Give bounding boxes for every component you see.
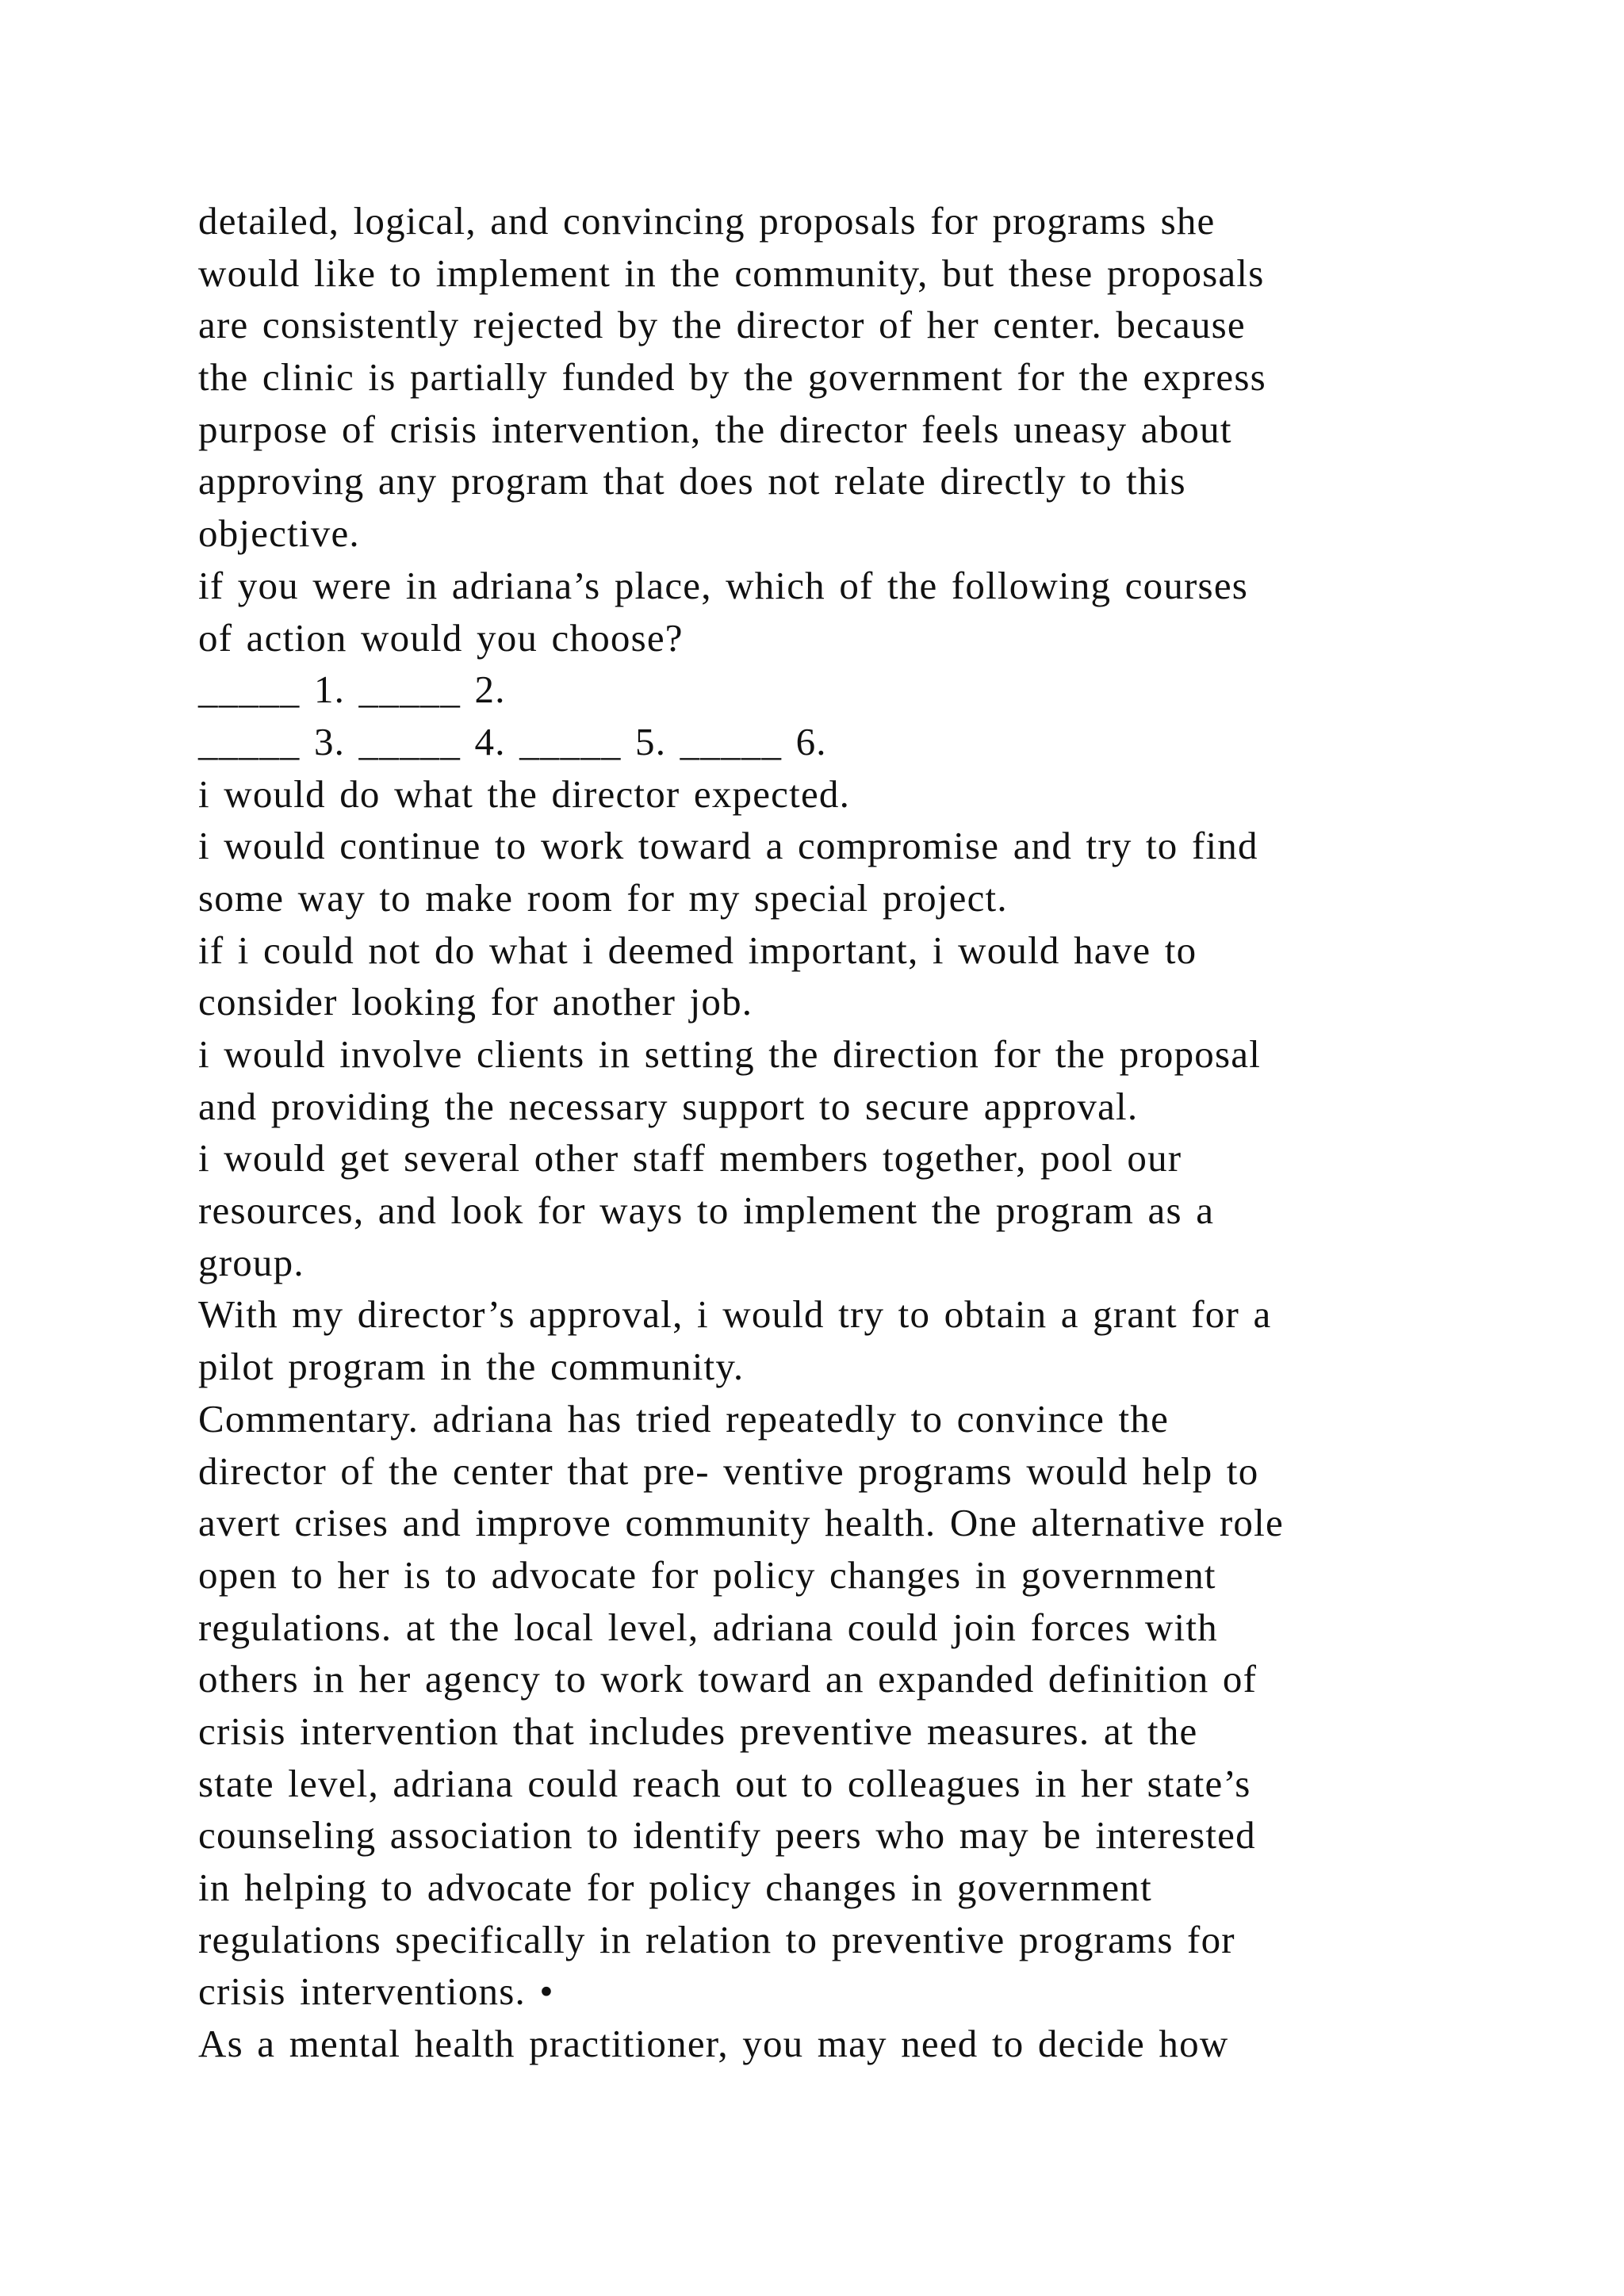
text-line: detailed, logical, and convincing proposals for programs she	[198, 199, 1216, 243]
option-text-line: consider looking for another job.	[198, 980, 753, 1024]
text-line: purpose of crisis intervention, the director feels uneasy about	[198, 407, 1232, 451]
commentary-line: Commentary. adriana has tried repeatedly to convince the	[198, 1396, 1170, 1441]
text-line: the clinic is partially funded by the government for the express	[198, 355, 1266, 400]
blank-options-line: _____ 1. _____ 2.	[198, 668, 506, 712]
commentary-line: in helping to advocate for policy changes in government	[198, 1866, 1152, 1909]
text-line: As a mental health practitioner, you may need to decide how	[198, 2022, 1229, 2066]
option-text-line: i would get several other staff members together, pool our	[198, 1136, 1182, 1181]
commentary-line: others in her agency to work toward an expanded definition of	[198, 1657, 1258, 1701]
text-line: if you were in adriana’s place, which of the following courses	[198, 563, 1249, 607]
option-text-line: i would do what the director expected.	[198, 771, 851, 816]
option-text-line: With my director’s approval, i would try to obtain a grant for a	[198, 1292, 1272, 1337]
blank-options-line: _____ 3. _____ 4. _____ 5. _____ 6.	[198, 719, 827, 763]
body-text	[198, 195, 1499, 2070]
commentary-line: avert crises and improve community health. One alternative role	[198, 1501, 1284, 1545]
commentary-line: regulations. at the local level, adriana could join forces with	[198, 1605, 1218, 1649]
commentary-line: crisis interventions. •	[198, 1969, 554, 2014]
text-line: objective.	[198, 511, 360, 556]
text-line: would like to implement in the community, but these proposals	[198, 251, 1265, 295]
option-text-line: if i could not do what i deemed important, i would have to	[198, 928, 1197, 972]
commentary-line: counseling association to identify peers who may be interested	[198, 1813, 1256, 1858]
commentary-line: open to her is to advocate for policy changes in government	[198, 1552, 1216, 1597]
text-line: approving any program that does not relate directly to this	[198, 459, 1186, 503]
commentary-line: crisis intervention that includes preventive measures. at the	[198, 1709, 1198, 1753]
option-text-line: resources, and look for ways to implement the program as a	[198, 1188, 1215, 1233]
option-text-line: pilot program in the community.	[198, 1345, 745, 1389]
commentary-line: regulations specifically in relation to preventive programs for	[198, 1917, 1235, 1961]
commentary-line: director of the center that pre- ventive programs would help to	[198, 1448, 1259, 1493]
text-line: are consistently rejected by the director of her center. because	[198, 303, 1246, 347]
commentary-line: state level, adriana could reach out to colleagues in her state’s	[198, 1761, 1251, 1805]
option-text-line: some way to make room for my special project.	[198, 875, 1008, 920]
option-text-line: i would continue to work toward a compromise and try to find	[198, 824, 1258, 868]
text-line: of action would you choose?	[198, 615, 684, 660]
option-text-line: and providing the necessary support to secure approval.	[198, 1084, 1139, 1128]
option-text-line: group.	[198, 1240, 304, 1284]
option-text-line: i would involve clients in setting the direction for the proposal	[198, 1032, 1262, 1076]
